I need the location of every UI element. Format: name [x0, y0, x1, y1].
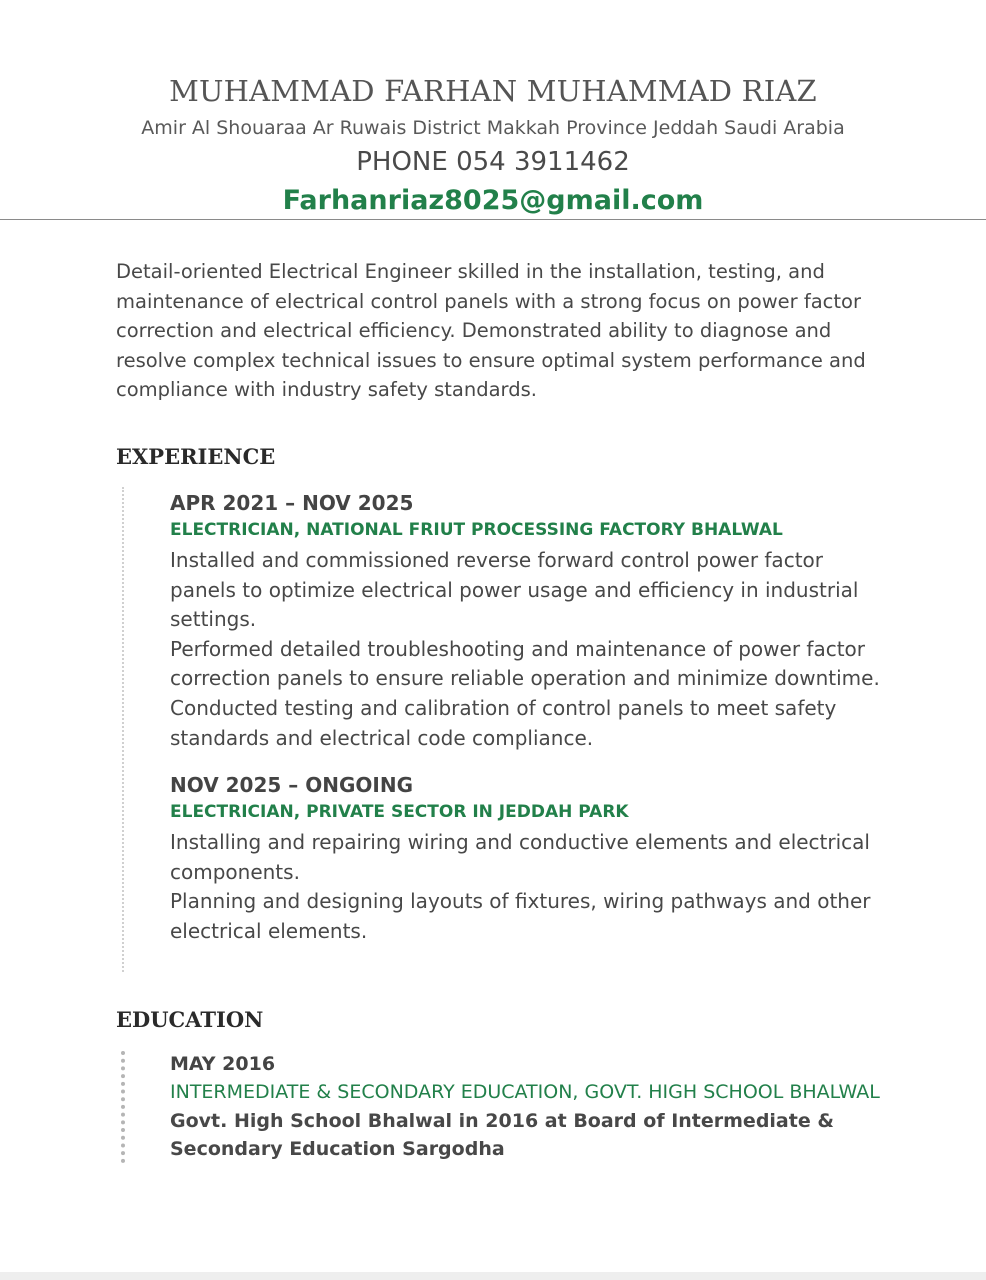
education-description: Govt. High School Bhalwal in 2016 at Board of Intermediate & Secondary Education Sargodha	[170, 1110, 834, 1160]
address-line: Amir Al Shouaraa Ar Ruwais District Makkah Province Jeddah Saudi Arabia	[141, 117, 845, 139]
job-date: APR 2021 – NOV 2025	[170, 491, 414, 515]
page-bottom-edge	[0, 1272, 986, 1280]
job-entry	[170, 489, 890, 753]
phone-line: PHONE 054 3911462	[356, 147, 630, 177]
experience-timeline-line	[122, 487, 124, 972]
education-date: MAY 2016	[170, 1053, 276, 1075]
education-heading: EDUCATION	[116, 1007, 264, 1032]
professional-summary: Detail-oriented Electrical Engineer skilled in the installation, testing, and maintenance of electrical control panels with a strong focus on power factor correction and electrical efficiency. Demonstrated ability to diagnose and resolve complex technical issues to ensure optimal system performance and compliance with industry safety standards.	[116, 260, 866, 402]
education-degree: INTERMEDIATE & SECONDARY EDUCATION, GOVT. HIGH SCHOOL BHALWAL	[170, 1081, 880, 1103]
job-date: NOV 2025 – ONGOING	[170, 773, 413, 797]
job-role: ELECTRICIAN, PRIVATE SECTOR IN JEDDAH PARK	[170, 802, 629, 822]
job-entry	[170, 771, 890, 946]
candidate-name: MUHAMMAD FARHAN MUHAMMAD RIAZ	[169, 74, 817, 108]
header-divider	[0, 219, 986, 220]
email-link[interactable]: Farhanriaz8025@gmail.com	[282, 185, 704, 216]
education-entry	[170, 1050, 890, 1163]
job-role: ELECTRICIAN, NATIONAL FRIUT PROCESSING FACTORY BHALWAL	[170, 520, 783, 540]
job-description: Installing and repairing wiring and conductive elements and electrical components. Planning and designing layouts of fixtures, wiring pathways and other electrical elements.	[170, 830, 871, 943]
experience-heading: EXPERIENCE	[116, 444, 276, 469]
job-description: Installed and commissioned reverse forward control power factor panels to optimize electrical power usage and efficiency in industrial settings. Performed detailed troubleshooting and maintenance of power factor correction panels to ensure reliable operation and minimize downtime. Conducted testing and calibration of control panels to meet safety standards and electrical code compliance.	[170, 548, 880, 750]
education-timeline-line	[121, 1051, 125, 1163]
